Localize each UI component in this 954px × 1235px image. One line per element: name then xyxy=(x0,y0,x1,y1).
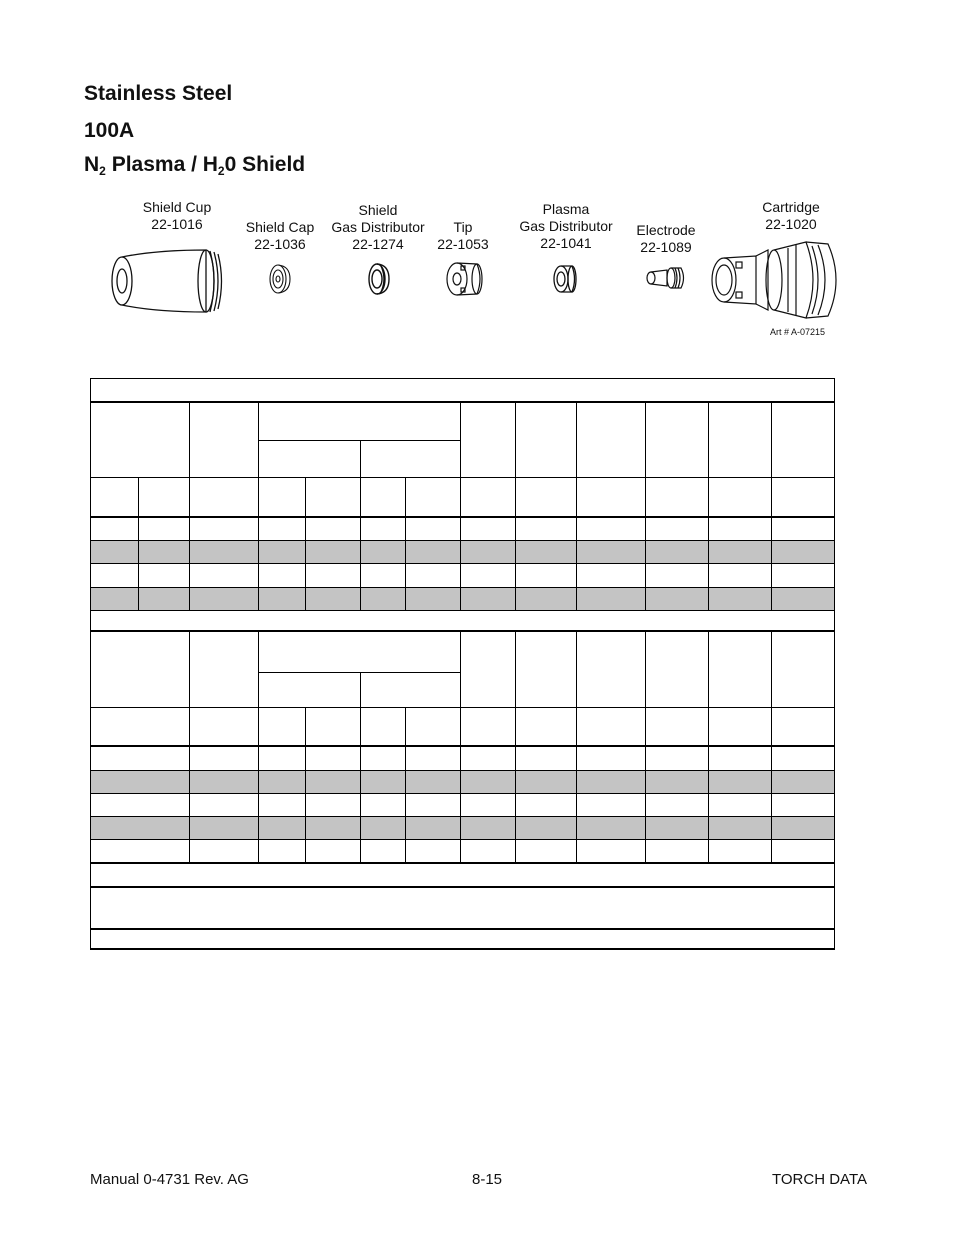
shield-cup-icon xyxy=(106,244,230,318)
table-rule xyxy=(305,707,306,862)
table-rule xyxy=(258,672,460,673)
specification-table xyxy=(90,378,835,949)
table-rule xyxy=(708,630,709,862)
table-rule xyxy=(90,587,835,588)
part-shield-cup-label: Shield Cup 22-1016 xyxy=(142,199,212,232)
table-rule xyxy=(405,707,406,862)
table-rule xyxy=(90,540,835,541)
table-rule xyxy=(405,477,406,610)
table-rule xyxy=(576,401,577,610)
table-rule xyxy=(189,630,190,862)
footer-page-number: 8-15 xyxy=(472,1171,503,1188)
table-rule xyxy=(360,440,361,610)
table-rule xyxy=(90,928,835,930)
table-rule xyxy=(90,886,835,888)
table-rule xyxy=(771,630,772,862)
table-rule xyxy=(189,401,190,610)
plasma-gas-distributor-icon xyxy=(552,263,580,295)
table-rule xyxy=(645,630,646,862)
table-rule xyxy=(90,563,835,564)
footer-section: TORCH DATA xyxy=(772,1171,868,1188)
part-cartridge-label: Cartridge 22-1020 xyxy=(762,199,820,232)
table-rule xyxy=(360,672,361,862)
table-rule xyxy=(90,630,835,632)
table-rule xyxy=(90,516,835,518)
table-rule xyxy=(90,610,835,611)
art-number: Art # A-07215 xyxy=(770,327,826,337)
table-rule xyxy=(90,793,835,794)
heading-amperage: 100A xyxy=(84,119,135,142)
table-rule xyxy=(90,770,835,771)
table-rule xyxy=(305,477,306,610)
table-rule xyxy=(90,839,835,840)
table-rule xyxy=(90,745,835,747)
heading-material: Stainless Steel xyxy=(84,82,233,105)
table-rule xyxy=(90,401,835,403)
table-rule xyxy=(771,401,772,610)
table-rule xyxy=(258,630,259,862)
table-rule xyxy=(90,477,835,478)
table-row xyxy=(90,587,835,610)
table-row xyxy=(90,770,835,793)
cartridge-icon xyxy=(708,236,848,324)
table-rule xyxy=(258,440,460,441)
table-row xyxy=(90,816,835,839)
shield-gas-distributor-icon xyxy=(367,262,393,296)
table-rule xyxy=(90,816,835,817)
table-rule xyxy=(460,401,461,610)
part-electrode-label: Electrode 22-1089 xyxy=(636,222,696,255)
table-rule xyxy=(515,630,516,862)
table-rule xyxy=(708,401,709,610)
table-rule xyxy=(90,707,835,708)
tip-icon xyxy=(443,260,487,298)
footer-manual: Manual 0-4731 Rev. AG xyxy=(90,1171,249,1188)
table-rule xyxy=(90,862,835,864)
table-rule xyxy=(460,630,461,862)
table-rule xyxy=(576,630,577,862)
table-border xyxy=(90,378,835,379)
table-rule xyxy=(258,401,259,610)
table-rule xyxy=(645,401,646,610)
heading-gas: $N_2$ Plasma / $H_20$ Shield xyxy=(84,153,306,178)
electrode-icon xyxy=(645,265,689,291)
table-row xyxy=(90,540,835,563)
table-rule xyxy=(138,477,139,610)
part-tip-label: Tip 22-1053 xyxy=(437,219,489,252)
part-shield-cap-label: Shield Cap 22-1036 xyxy=(245,219,315,252)
part-shield-gas-distributor-label: Shield Gas Distributor 22-1274 xyxy=(331,202,425,252)
shield-cap-icon xyxy=(268,263,294,295)
part-plasma-gas-distributor-label: Plasma Gas Distributor 22-1041 xyxy=(519,201,613,251)
table-rule xyxy=(515,401,516,610)
table-border xyxy=(90,948,835,950)
